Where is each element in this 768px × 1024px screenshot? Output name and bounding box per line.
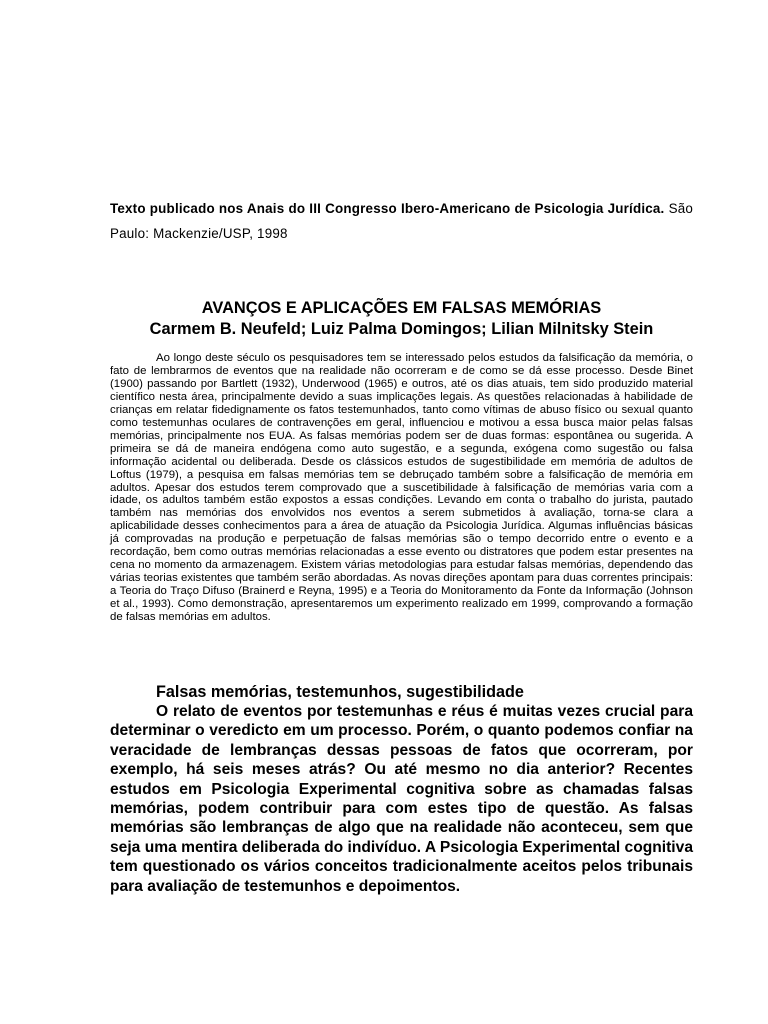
abstract-paragraph: Ao longo deste século os pesquisadores tem se interessado pelos estudos da falsificação da memória, o fato de lembrarmos de eventos que na realidade não ocorreram e de como se dá esse processo. Desde Binet (1900) passando por Bartlett (1932), Underwood (1965) e outros, até os dias atuais, tem sido produzido material científico nesta área, principalmente devido a suas implicações legais. As questões relacionadas à habilidade de crianças em relatar fidedignamente os fatos testemunhados, tanto como vítimas de abuso físico ou sexual quanto como testemunhas oculares de contravenções em geral, influenciou e motivou a essa busca maior pelas falsas memórias, principalmente nos EUA. As falsas memórias podem ser de duas formas: espontânea ou sugerida. A primeira se dá de maneira endógena como auto sugestão, e a segunda, exógena como sugestão ou falsa informação acidental ou deliberada. Desde os clássicos estudos de sugestibilidade em memória de adultos de Loftus (1979), a pesquisa em falsas memórias tem se debruçado também sobre a falsificação de memória em adultos. Apesar dos estudos terem comprovado que a suscetibilidade à falsificação de memórias varia com a idade, os adultos também estão expostos a essas condições. Levando em conta o trabalho do jurista, pautado também nas memórias dos envolvidos nos eventos a serem submetidos à avaliação, torna-se clara a aplicabilidade desses conhecimentos para a área de atuação da Psicologia Jurídica. Algumas influências básicas já comprovadas na produção e perpetuação de falsas memórias são o tempo decorrido entre o evento e a recordação, bem como outras memórias relacionadas a esse evento ou distratores que podem estar presentes na cena no momento da armazenagem. Existem várias metodologias para estudar falsas memórias, dependendo das várias teorias existentes que também serão abordadas. As novas direções apontam para duas correntes principais: a Teoria do Traço Difuso (Brainerd e Reyna, 1995) e a Teoria do Monitoramento da Fonte da Informação (Johnson et al., 1993). Como demonstração, apresentaremos um experimento realizado em 1999, comprovando a formação de falsas memórias em adultos. <box>110 352 693 624</box>
section-body-paragraph: O relato de eventos por testemunhas e réus é muitas vezes crucial para determinar o veredicto em um processo. Porém, o quanto podemos confiar na veracidade de lembranças dessas pessoas de fatos que ocorreram, por exemplo, há seis meses atrás? Ou até mesmo no dia anterior? Recentes estudos em Psicologia Experimental cognitiva sobre as chamadas falsas memórias, podem contribuir para com estes tipo de questão. As falsas memórias são lembranças de algo que na realidade não aconteceu, sem que seja uma mentira deliberada do indivíduo. A Psicologia Experimental cognitiva tem questionado os vários conceitos tradicionalmente aceitos pelos tribunais para avaliação de testemunhos e depoimentos. <box>110 703 693 895</box>
article-header <box>110 298 693 340</box>
article-title: AVANÇOS E APLICAÇÕES EM FALSAS MEMÓRIAS <box>201 299 602 317</box>
document-page <box>110 0 693 1024</box>
section-heading: Falsas memórias, testemunhos, sugestibilidade <box>156 683 524 701</box>
source-plain-text: São Paulo: Mackenzie/USP, 1998 <box>110 201 693 241</box>
publication-source <box>110 196 693 246</box>
article-authors: Carmem B. Neufeld; Luiz Palma Domingos; Lilian Milnitsky Stein <box>149 320 654 338</box>
source-bold-text: Texto publicado nos Anais do III Congresso Ibero-Americano de Psicologia Jurídica. <box>110 201 665 216</box>
